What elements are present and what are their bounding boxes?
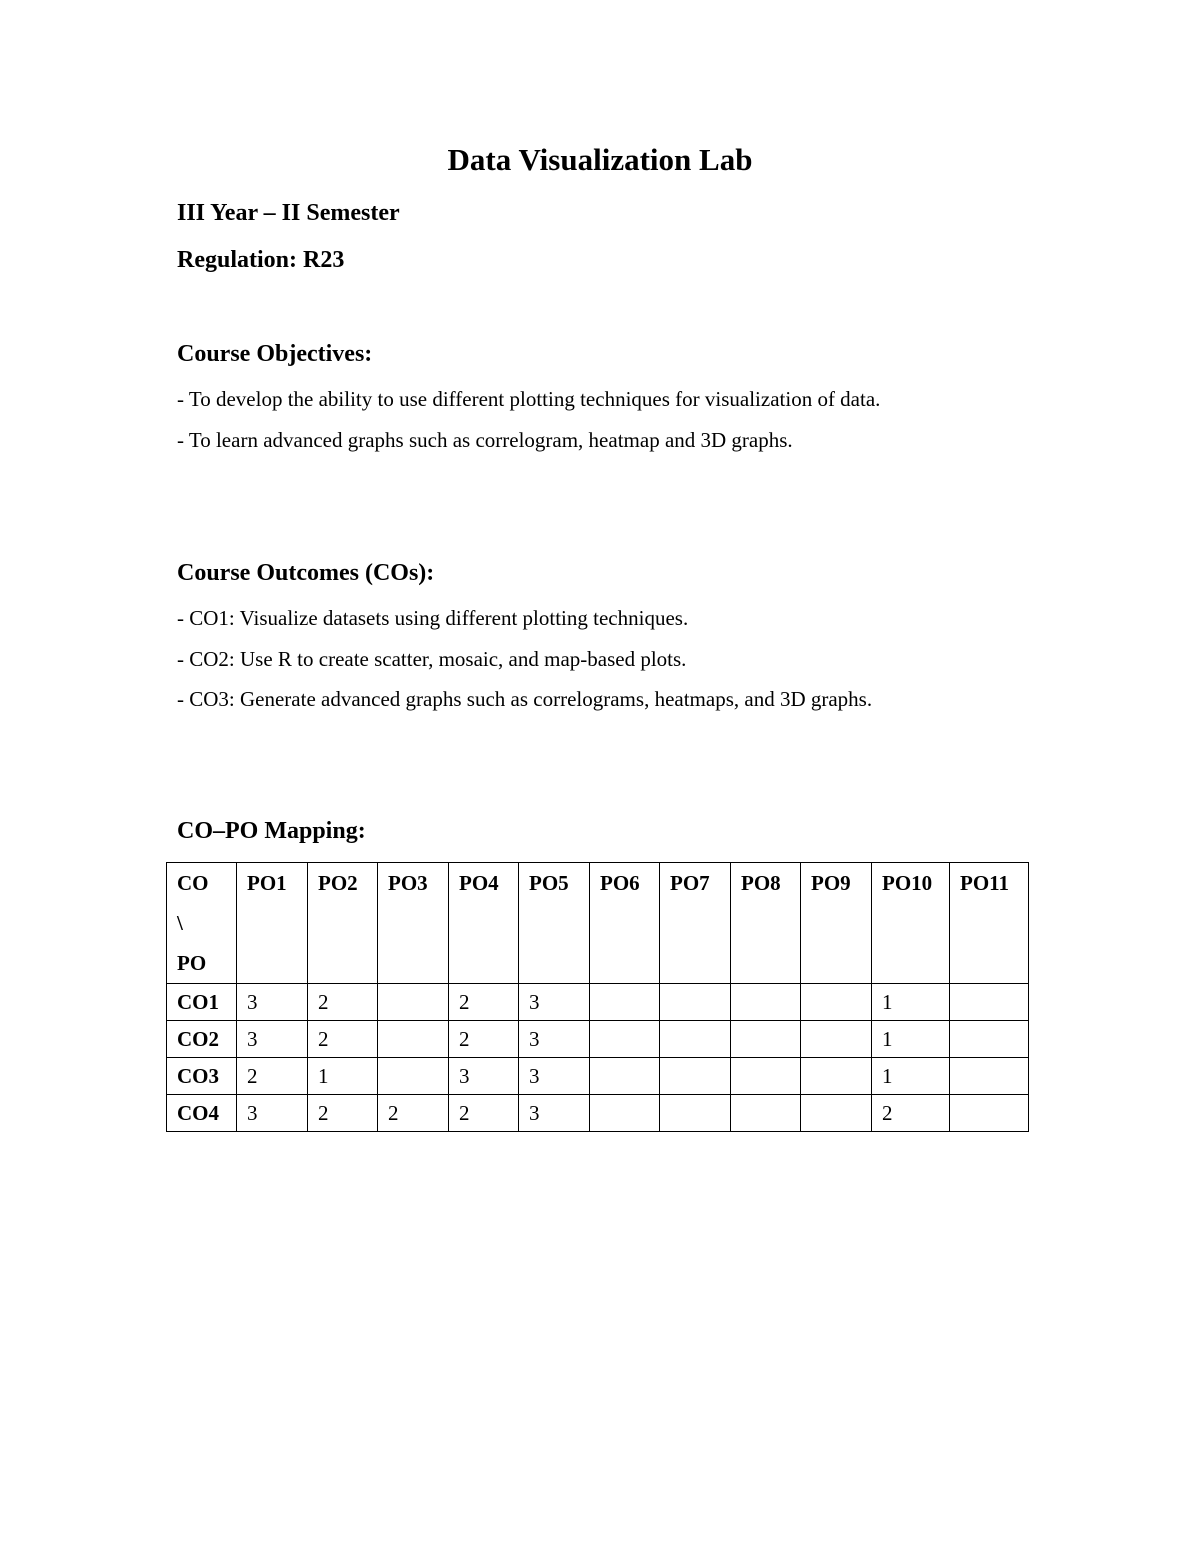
mapping-heading: CO–PO Mapping:: [177, 818, 366, 844]
table-cell: [731, 1021, 801, 1058]
table-cell: 2: [378, 1095, 449, 1132]
table-row: [167, 984, 1029, 1021]
table-cell: 1: [308, 1058, 378, 1095]
table-cell: [590, 984, 660, 1021]
table-cell: [378, 1021, 449, 1058]
table-cell: 1: [872, 984, 950, 1021]
table-cell: 2: [237, 1058, 308, 1095]
year-semester: III Year – II Semester: [177, 200, 400, 226]
table-cell: 2: [308, 984, 378, 1021]
objective-item: - To learn advanced graphs such as correlogram, heatmap and 3D graphs.: [177, 428, 793, 452]
table-cell: 2: [308, 1021, 378, 1058]
row-header: CO1: [167, 984, 237, 1021]
column-header: PO6: [590, 863, 660, 984]
table-cell: 2: [872, 1095, 950, 1132]
table-cell: [590, 1058, 660, 1095]
table-cell: 3: [519, 1058, 590, 1095]
table-cell: [950, 1095, 1029, 1132]
column-header: PO7: [660, 863, 731, 984]
co-po-mapping-table: [166, 862, 1029, 1132]
table-cell: 3: [519, 1095, 590, 1132]
row-header: CO3: [167, 1058, 237, 1095]
column-header: PO4: [449, 863, 519, 984]
column-header: PO10: [872, 863, 950, 984]
table-cell: 1: [872, 1058, 950, 1095]
table-cell: [801, 1058, 872, 1095]
table-cell: [660, 984, 731, 1021]
document-title: Data Visualization Lab: [447, 142, 753, 177]
column-header: PO11: [950, 863, 1029, 984]
table-row: [167, 1095, 1029, 1132]
outcome-item: - CO2: Use R to create scatter, mosaic, and map-based plots.: [177, 647, 687, 671]
table-cell: [950, 1021, 1029, 1058]
column-header: PO1: [237, 863, 308, 984]
table-cell: 3: [237, 1095, 308, 1132]
table-cell: [731, 1095, 801, 1132]
table-cell: 2: [449, 1021, 519, 1058]
table-cell: 3: [519, 984, 590, 1021]
table-cell: 2: [449, 984, 519, 1021]
outcome-item: - CO3: Generate advanced graphs such as correlograms, heatmaps, and 3D graphs.: [177, 687, 873, 711]
table-cell: [950, 1058, 1029, 1095]
regulation: Regulation: R23: [177, 247, 345, 273]
table-cell: 2: [449, 1095, 519, 1132]
row-header: CO4: [167, 1095, 237, 1132]
row-header: CO2: [167, 1021, 237, 1058]
table-cell: [801, 1095, 872, 1132]
objectives-heading: Course Objectives:: [177, 341, 373, 367]
table-row: [167, 1058, 1029, 1095]
column-header: PO8: [731, 863, 801, 984]
table-cell: [731, 1058, 801, 1095]
table-cell: [378, 1058, 449, 1095]
table-cell: [801, 1021, 872, 1058]
table-row: [167, 1021, 1029, 1058]
table-cell: [660, 1058, 731, 1095]
table-cell: 3: [237, 984, 308, 1021]
table-cell: [801, 984, 872, 1021]
table-cell: [950, 984, 1029, 1021]
table-cell: 3: [449, 1058, 519, 1095]
table-cell: 3: [519, 1021, 590, 1058]
column-header: PO2: [308, 863, 378, 984]
table-cell: [660, 1021, 731, 1058]
table-cell: [378, 984, 449, 1021]
table-cell: [660, 1095, 731, 1132]
table-cell: [590, 1021, 660, 1058]
outcome-item: - CO1: Visualize datasets using different plotting techniques.: [177, 606, 689, 630]
table-cell: [590, 1095, 660, 1132]
table-header-row: [167, 863, 1029, 984]
table-cell: 2: [308, 1095, 378, 1132]
outcomes-heading: Course Outcomes (COs):: [177, 560, 435, 586]
table-cell: [731, 984, 801, 1021]
column-header: PO3: [378, 863, 449, 984]
column-header: PO9: [801, 863, 872, 984]
column-header: PO5: [519, 863, 590, 984]
objective-item: - To develop the ability to use different plotting techniques for visualization of data.: [177, 387, 881, 411]
table-cell: 3: [237, 1021, 308, 1058]
table-cell: 1: [872, 1021, 950, 1058]
column-header: CO \ PO: [167, 863, 237, 984]
